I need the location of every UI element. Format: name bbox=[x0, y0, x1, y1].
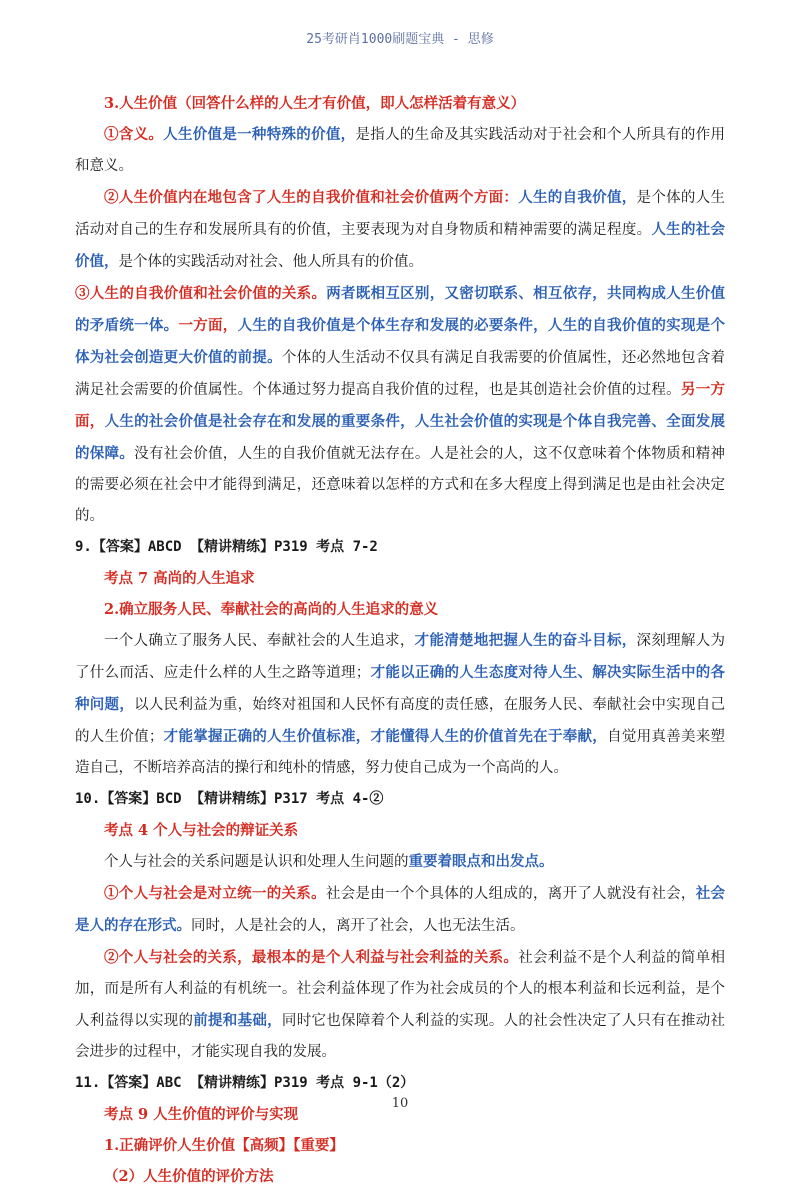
paragraph-relationship bbox=[75, 278, 725, 532]
paragraph-meaning bbox=[75, 119, 725, 182]
paragraph-two-aspects bbox=[75, 182, 725, 278]
text-meaning: 是指人的生命及其实践活动对于社会和个人所具有的作用和意义。 bbox=[75, 127, 726, 174]
highlight-interests: 前提和基础， bbox=[193, 1012, 282, 1029]
point-heading-4: 考点 4 个人与社会的辩证关系 bbox=[104, 822, 299, 839]
point-heading-9: 考点 9 人生价值的评价与实现 bbox=[104, 1106, 299, 1123]
paragraph-interests bbox=[75, 942, 725, 1068]
text-pursuit-1: 一个人确立了服务人民、奉献社会的人生追求， bbox=[104, 633, 415, 649]
page-number: 10 bbox=[391, 1096, 409, 1111]
text-self-value: 是个体的人生活动对自己的生存和发展所具有的价值，主要表现为对自身物质和精神需要的满足程度。 bbox=[75, 190, 726, 238]
label-two-aspects: ②人生价值内在地包含了人生的自我价值和社会价值两个方面： bbox=[104, 189, 519, 206]
answer-line-10: 10.【答案】BCD 【精讲精练】P317 考点 4-② bbox=[75, 791, 384, 807]
text-relationship-rest: 没有社会价值，人生的自我价值就无法存在。人是社会的人，这不仅意味着个体物质和精神的需要必须在社会中才能得到满足，还意味着以怎样的方式和在多大程度上得到满足也是由社会决定的。 bbox=[75, 446, 726, 524]
page-header: 25考研肖1000刷题宝典 - 思修 bbox=[306, 32, 494, 47]
highlight-social-value: 人生的社会价值， bbox=[75, 221, 726, 270]
paragraph-individual-society bbox=[75, 846, 725, 878]
paragraph-unity bbox=[75, 878, 725, 942]
label-relationship: ③人生的自我价值和社会价值的关系。 bbox=[75, 285, 327, 302]
label-meaning: ①含义。 bbox=[104, 126, 164, 143]
subheading-evaluation-method: （2）人生价值的评价方法 bbox=[104, 1168, 274, 1185]
text-unity-2: 同时，人是社会的人，离开了社会，人也无法生活。 bbox=[191, 918, 525, 934]
text-unity-1: 社会是由一个个具体的人组成的，离开了人就没有社会， bbox=[325, 886, 696, 902]
label-interests: ②个人与社会的关系，最根本的是个人利益与社会利益的关系。 bbox=[104, 949, 519, 966]
highlight-self-value: 人生的自我价值， bbox=[518, 189, 637, 206]
text-pursuit-3: 以人民利益为重，始终对祖国和人民怀有高度的责任感，在服务人民、奉献社会中实现自己的人生价值； bbox=[75, 697, 726, 745]
highlight-pursuit-2: 才能以正确的人生态度对待人生、解决实际生活中的各种问题， bbox=[75, 664, 726, 713]
label-on-one-hand: 一方面， bbox=[178, 317, 238, 334]
text-relationship-mid: 个体的人生活动不仅具有满足自我需要的价值属性，还必然地包含着满足社会需要的价值属性。个体通过努力提高自我价值的过程，也是其创造社会价值的过程。 bbox=[75, 350, 725, 398]
point-heading-7: 考点 7 高尚的人生追求 bbox=[104, 570, 255, 587]
document-body bbox=[75, 88, 725, 1192]
text-interests-1: 社会利益不是个人利益的简单相加，而是所有人利益的有机统一。社会利益体现了作为社会成员的个人的根本利益和长远利益，是个人利益得以实现的 bbox=[75, 950, 726, 1029]
answer-line-11: 11.【答案】ABC 【精讲精练】P319 考点 9-1（2） bbox=[75, 1075, 415, 1091]
subheading-7-2: 2.确立服务人民、奉献社会的高尚的人生追求的意义 bbox=[104, 601, 439, 618]
highlight-relationship: 两者既相互区别，又密切联系、相互依存，共同构成人生价值的矛盾统一体。 bbox=[75, 285, 726, 334]
text-pursuit-4: 自觉用真善美来塑造自己，不断培养高洁的操行和纯朴的情感，努力使自己成为一个高尚的人。 bbox=[75, 729, 726, 776]
text-pursuit-2: 深刻理解人为了什么而活、应走什么样的人生之路等道理； bbox=[75, 633, 726, 681]
highlight-meaning: 人生价值是一种特殊的价值， bbox=[163, 126, 356, 143]
paragraph-pursuit bbox=[75, 625, 725, 784]
section-heading-life-value: 3.人生价值（回答什么样的人生才有价值，即人怎样活着有意义） bbox=[104, 95, 526, 112]
label-unity: ①个人与社会是对立统一的关系。 bbox=[104, 885, 326, 902]
highlight-pursuit-1: 才能清楚地把握人生的奋斗目标， bbox=[414, 632, 637, 649]
highlight-on-one-hand: 人生的自我价值是个体生存和发展的必要条件，人生的自我价值的实现是个体为社会创造更大价值的前提。 bbox=[75, 317, 726, 366]
subheading-9-1: 1.正确评价人生价值【高频】【重要】 bbox=[104, 1137, 344, 1154]
highlight-starting-point: 重要着眼点和出发点。 bbox=[408, 853, 554, 870]
text-social-value: 是个体的实践活动对社会、他人所具有的价值。 bbox=[118, 254, 423, 270]
highlight-on-other-hand: 人生的社会价值是社会存在和发展的重要条件，人生社会价值的实现是个体自我完善、全面发展的保障。 bbox=[75, 413, 726, 462]
label-on-other-hand: 另一方面， bbox=[75, 381, 726, 430]
highlight-unity: 社会是人的存在形式。 bbox=[75, 885, 726, 934]
answer-line-9: 9.【答案】ABCD 【精讲精练】P319 考点 7-2 bbox=[75, 539, 378, 555]
highlight-pursuit-3: 才能掌握正确的人生价值标准，才能懂得人生的价值首先在于奉献， bbox=[163, 728, 608, 745]
text-interests-2: 同时它也保障着个人利益的实现。人的社会性决定了人只有在推动社会进步的过程中，才能实现自我的发展。 bbox=[75, 1013, 726, 1060]
text-individual-society: 个人与社会的关系问题是认识和处理人生问题的 bbox=[104, 854, 409, 870]
